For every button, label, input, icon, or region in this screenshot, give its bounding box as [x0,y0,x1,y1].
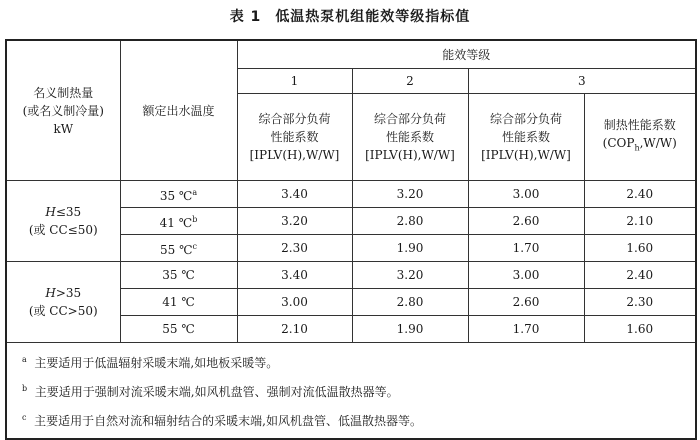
table-cell: 3.40 [237,181,352,208]
table-cell: 2.10 [237,316,352,343]
table-cell: 1.70 [468,235,584,262]
outlet-temp: 41 ℃ [120,289,237,316]
outlet-temp: 55 ℃$^c$ [120,235,237,262]
cop-header: 制热性能系数 $(COP_h,W/W)$ [584,94,696,181]
outlet-temp: 35 ℃$^a$ [120,181,237,208]
grade-1-header: 1 [237,69,352,94]
efficiency-grade-table [5,39,697,440]
capacity-header: 名义制热量 (或名义制冷量) kW [6,40,120,181]
iplv-header: 综合部分负荷 性能系数 [IPLV(H),W/W] [468,94,584,181]
table-cell: 3.40 [237,262,352,289]
table-caption [0,6,700,26]
outlet-temp: 35 ℃ [120,262,237,289]
table-cell: 1.90 [352,235,468,262]
grade-group-header: 能效等级 [237,40,696,69]
table-cell: 2.60 [468,208,584,235]
table-cell: 2.10 [584,208,696,235]
table-cell: 3.00 [468,262,584,289]
outlet-temp-header: 额定出水温度 [120,40,237,181]
footnote: $^b$ 主要适用于强制对流采暖末端,如风机盘管、强制对流低温散热器等。 [22,384,399,399]
table-cell: 2.80 [352,289,468,316]
table-cell: 1.70 [468,316,584,343]
grade-3-header: 3 [468,69,696,94]
outlet-temp: 41 ℃$^b$ [120,208,237,235]
table-cell: 2.40 [584,181,696,208]
iplv-header: 综合部分负荷 性能系数 [IPLV(H),W/W] [352,94,468,181]
outlet-temp: 55 ℃ [120,316,237,343]
table-number: 表 1 [229,9,262,25]
table-cell: 3.20 [352,262,468,289]
table-cell: 3.00 [237,289,352,316]
table-cell: 3.20 [237,208,352,235]
capacity-range-gt35: H>35 (或 CC>50) [6,262,120,343]
table-cell: 2.80 [352,208,468,235]
table-cell: 2.60 [468,289,584,316]
table-footnotes [6,343,696,440]
grade-2-header: 2 [352,69,468,94]
capacity-range-le35: H≤35 (或 CC≤50) [6,181,120,262]
table-cell: 3.20 [352,181,468,208]
footnote: $^c$ 主要适用于自然对流和辐射结合的采暖末端,如风机盘管、低温散热器等。 [22,413,422,428]
table-cell: 1.90 [352,316,468,343]
table-cell: 2.40 [584,262,696,289]
table-title: 低温热泵机组能效等级指标值 [275,9,471,25]
table-cell: 2.30 [584,289,696,316]
footnote: $^a$ 主要适用于低温辐射采暖末端,如地板采暖等。 [22,355,279,370]
table-cell: 2.30 [237,235,352,262]
iplv-header: 综合部分负荷 性能系数 [IPLV(H),W/W] [237,94,352,181]
table-cell: 3.00 [468,181,584,208]
table-cell: 1.60 [584,235,696,262]
table-cell: 1.60 [584,316,696,343]
